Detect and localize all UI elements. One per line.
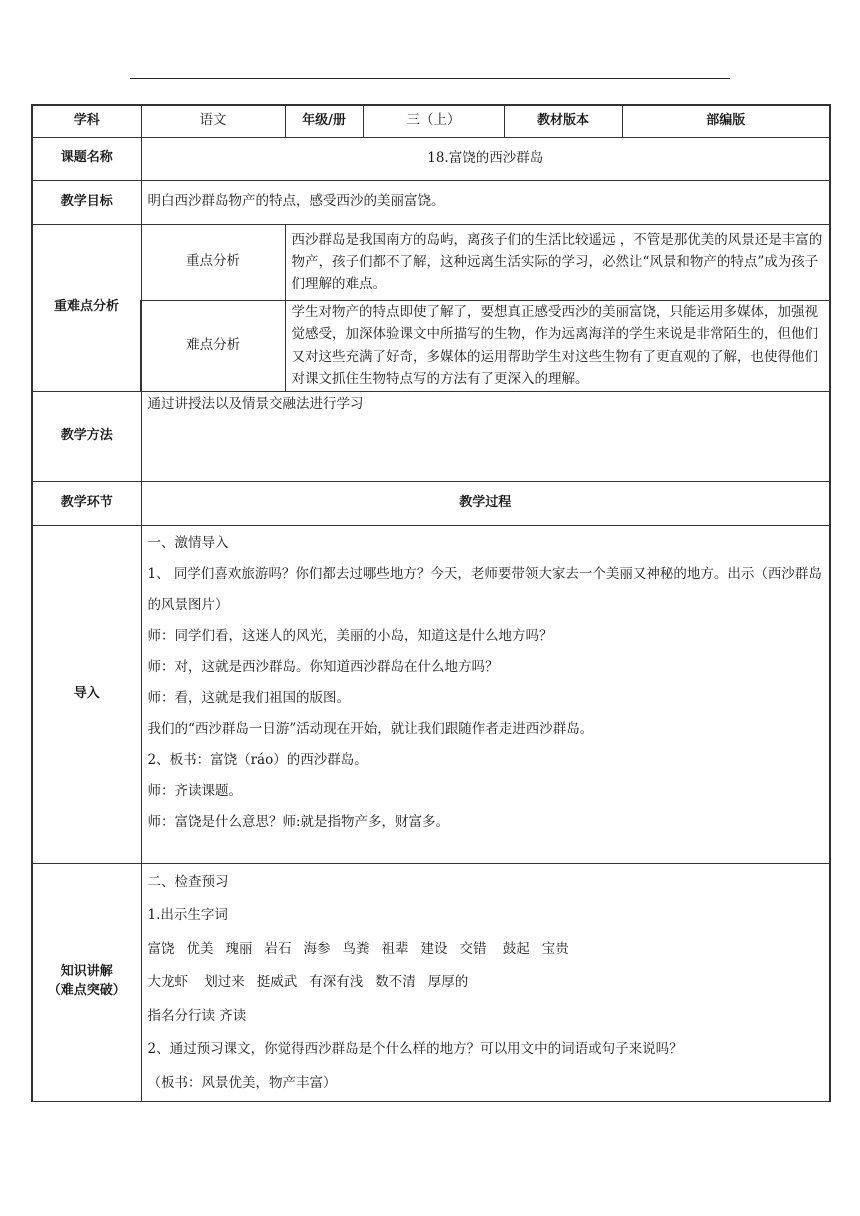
vocab-row-2 xyxy=(148,966,824,1000)
intro-line-9: 师：富饶是什么意思？师:就是指物产多，财富多。 xyxy=(147,813,450,830)
vocab-word: 划过来 xyxy=(200,974,245,990)
knowledge-content xyxy=(141,863,830,1101)
info-row xyxy=(32,105,830,137)
intro-row xyxy=(32,525,830,863)
goal-label: 教学目标 xyxy=(32,180,141,224)
intro-line-1: 一、激情导入 xyxy=(147,534,229,551)
edition-value: 部编版 xyxy=(622,105,830,137)
knowledge-line-5: （板书：风景优美，物产丰富） xyxy=(147,1074,337,1091)
vocab-word: 厚厚的 xyxy=(427,974,469,990)
knowledge-label xyxy=(32,863,141,1101)
lesson-title: 18.富饶的西沙群岛 xyxy=(141,137,830,180)
knowledge-line-1: 二、检查预习 xyxy=(147,873,229,890)
lesson-plan-table xyxy=(31,104,831,1102)
intro-content xyxy=(141,525,830,863)
knowledge-line-3: 指名分行读 齐读 xyxy=(147,1007,247,1024)
intro-label: 导入 xyxy=(32,525,141,863)
key-analysis-row xyxy=(32,224,830,300)
stage-label: 教学环节 xyxy=(32,481,141,525)
knowledge-line-2: 1.出示生字词 xyxy=(147,907,228,923)
process-label: 教学过程 xyxy=(141,481,830,525)
key-analysis-text: 西沙群岛是我国南方的岛屿，离孩子们的生活比较遥远 ，不管是那优美的风景还是丰富的物产，孩子们都不了解，这种远离生活实际的学习，必然让“风景和物产的特点”成为孩子们理解的难点。 xyxy=(285,224,830,300)
vocab-word: 鸟粪 xyxy=(342,940,370,957)
method-label: 教学方法 xyxy=(32,391,141,481)
vocab-word: 优美 xyxy=(186,940,214,957)
knowledge-line-4: 2、通过预习课文，你觉得西沙群岛是个什么样的地方？可以用文中的词语或句子来说吗？ xyxy=(147,1041,683,1057)
goal-text: 明白西沙群岛物产的特点，感受西沙的美丽富饶。 xyxy=(141,180,830,224)
intro-line-6: 我们的“西沙群岛一日游”活动现在开始，就让我们跟随作者走进西沙群岛。 xyxy=(147,720,594,737)
vocab-word: 有深有浅 xyxy=(309,974,364,990)
goal-row xyxy=(32,180,830,224)
vocab-row-1 xyxy=(148,933,824,967)
intro-line-2: 1、 同学们喜欢旅游吗？你们都去过哪些地方？今天，老师要带领大家去一个美丽又神秘的地方。出示（西沙群岛的风景图片） xyxy=(147,565,822,613)
vocab-word: 大龙虾 xyxy=(147,974,188,990)
vocab-word: 富饶 xyxy=(147,940,175,957)
vocab-word: 挺威武 xyxy=(256,974,298,990)
lesson-title-label: 课题名称 xyxy=(32,137,141,180)
diff-analysis-text: 学生对物产的特点即使了解了，要想真正感受西沙的美丽富饶，只能运用多媒体，加强视觉感受，加深体验课文中所描写的生物，作为远离海洋的学生来说是非常陌生的，但他们又对这些充满了好奇，多媒体的运用帮助学生对这些生物有了更直观的了解，也使得他们对课文抓住生物特点写的方法有了更深入的理解。 xyxy=(285,300,830,391)
diff-analysis-row xyxy=(32,300,830,391)
vocab-word: 宝贵 xyxy=(541,940,569,957)
key-analysis-label: 重点分析 xyxy=(141,224,285,300)
intro-line-7: 2、板书：富饶（ráo）的西沙群岛。 xyxy=(147,751,368,768)
edition-label: 教材版本 xyxy=(504,105,622,137)
knowledge-row xyxy=(32,863,830,1101)
grade-label: 年级/册 xyxy=(285,105,363,137)
vocab-word: 瑰丽 xyxy=(225,940,253,957)
vocab-word: 岩石 xyxy=(264,940,292,957)
vocab-word: 鼓起 xyxy=(498,940,530,957)
header-rule xyxy=(130,78,730,79)
analysis-label: 重难点分析 xyxy=(32,224,141,391)
knowledge-label-line1: 知识讲解 xyxy=(60,963,113,979)
intro-line-8: 师：齐读课题。 xyxy=(147,782,242,799)
method-row xyxy=(32,391,830,481)
vocab-word: 建设 xyxy=(420,940,448,957)
intro-line-4: 师：对，这就是西沙群岛。你知道西沙群岛在什么地方吗？ xyxy=(147,658,499,675)
method-text: 通过讲授法以及情景交融法进行学习 xyxy=(141,391,830,481)
title-row xyxy=(32,137,830,180)
intro-line-3: 师：同学们看，这迷人的风光，美丽的小岛，知道这是什么地方吗？ xyxy=(147,627,553,644)
intro-line-5: 师：看，这就是我们祖国的版图。 xyxy=(147,689,350,706)
grade-value: 三（上） xyxy=(363,105,504,137)
process-header-row xyxy=(32,481,830,525)
subject-value: 语文 xyxy=(141,105,285,137)
vocab-word: 数不清 xyxy=(375,974,416,990)
vocab-word: 交错 xyxy=(459,940,487,957)
subject-label: 学科 xyxy=(32,105,141,137)
knowledge-label-line2: （难点突破） xyxy=(47,983,126,999)
vocab-word: 祖辈 xyxy=(381,940,409,957)
diff-analysis-label: 难点分析 xyxy=(141,300,285,391)
vocab-word: 海参 xyxy=(303,940,331,957)
